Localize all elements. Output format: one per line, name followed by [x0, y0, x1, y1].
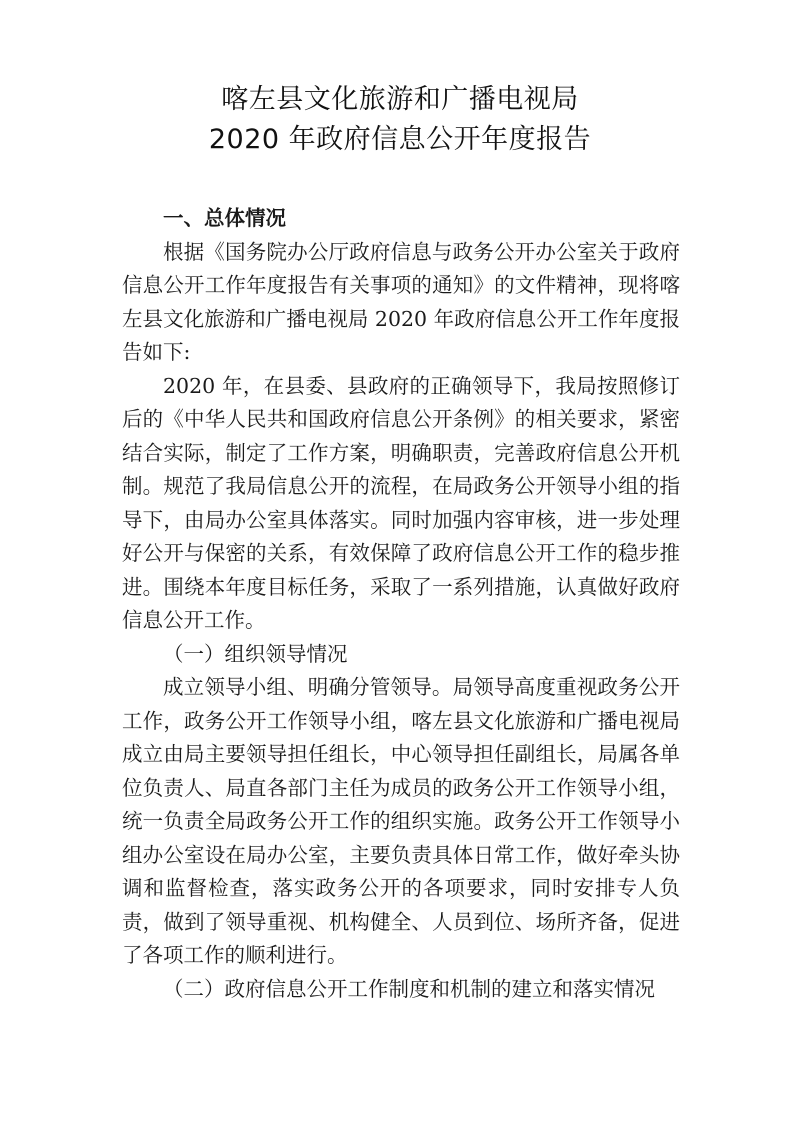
document-title-line-2: 2020 年政府信息公开年度报告: [208, 124, 592, 155]
subsection-heading-organization: （一）组织领导情况: [163, 641, 348, 666]
paragraph-intro: 根据《国务院办公厅政府信息与政务公开办公室关于政府信息公开工作年度报告有关事项的通知》的文件精神，现将喀左县文化旅游和广播电视局 2020 年政府信息公开工作年度报告如下:: [122, 239, 680, 364]
section-heading-overview: 一、总体情况: [163, 206, 286, 230]
paragraph-2020-summary: 2020 年，在县委、县政府的正确领导下，我局按照修订后的《中华人民共和国政府信息公开条例》的相关要求，紧密结合实际，制定了工作方案，明确职责，完善政府信息公开机制。规范了我局信息公开的流程，在局政务公开领导小组的指导下，由局办公室具体落实。同时加强内容审核，进一步处理好公开与保密的关系，有效保障了政府信息公开工作的稳步推进。围绕本年度目标任务，采取了一系列措施，认真做好政府信息公开工作。: [122, 373, 680, 632]
document-body: [122, 202, 680, 1006]
subsection-heading-mechanism: （二）政府信息公开工作制度和机制的建立和落实情况: [163, 976, 655, 1001]
document-title-line-1: 喀左县文化旅游和广播电视局: [221, 84, 579, 115]
paragraph-organization: 成立领导小组、明确分管领导。局领导高度重视政务公开工作，政务公开工作领导小组，喀左县文化旅游和广播电视局成立由局主要领导担任组长，中心领导担任副组长，局属各单位负责人、局直各部门主任为成员的政务公开工作领导小组，统一负责全局政务公开工作的组织实施。政务公开工作领导小组办公室设在局办公室，主要负责具体日常工作，做好牵头协调和监督检查，落实政务公开的各项要求，同时安排专人负责，做到了领导重视、机构健全、人员到位、场所齐备，促进了各项工作的顺利进行。: [122, 675, 680, 967]
